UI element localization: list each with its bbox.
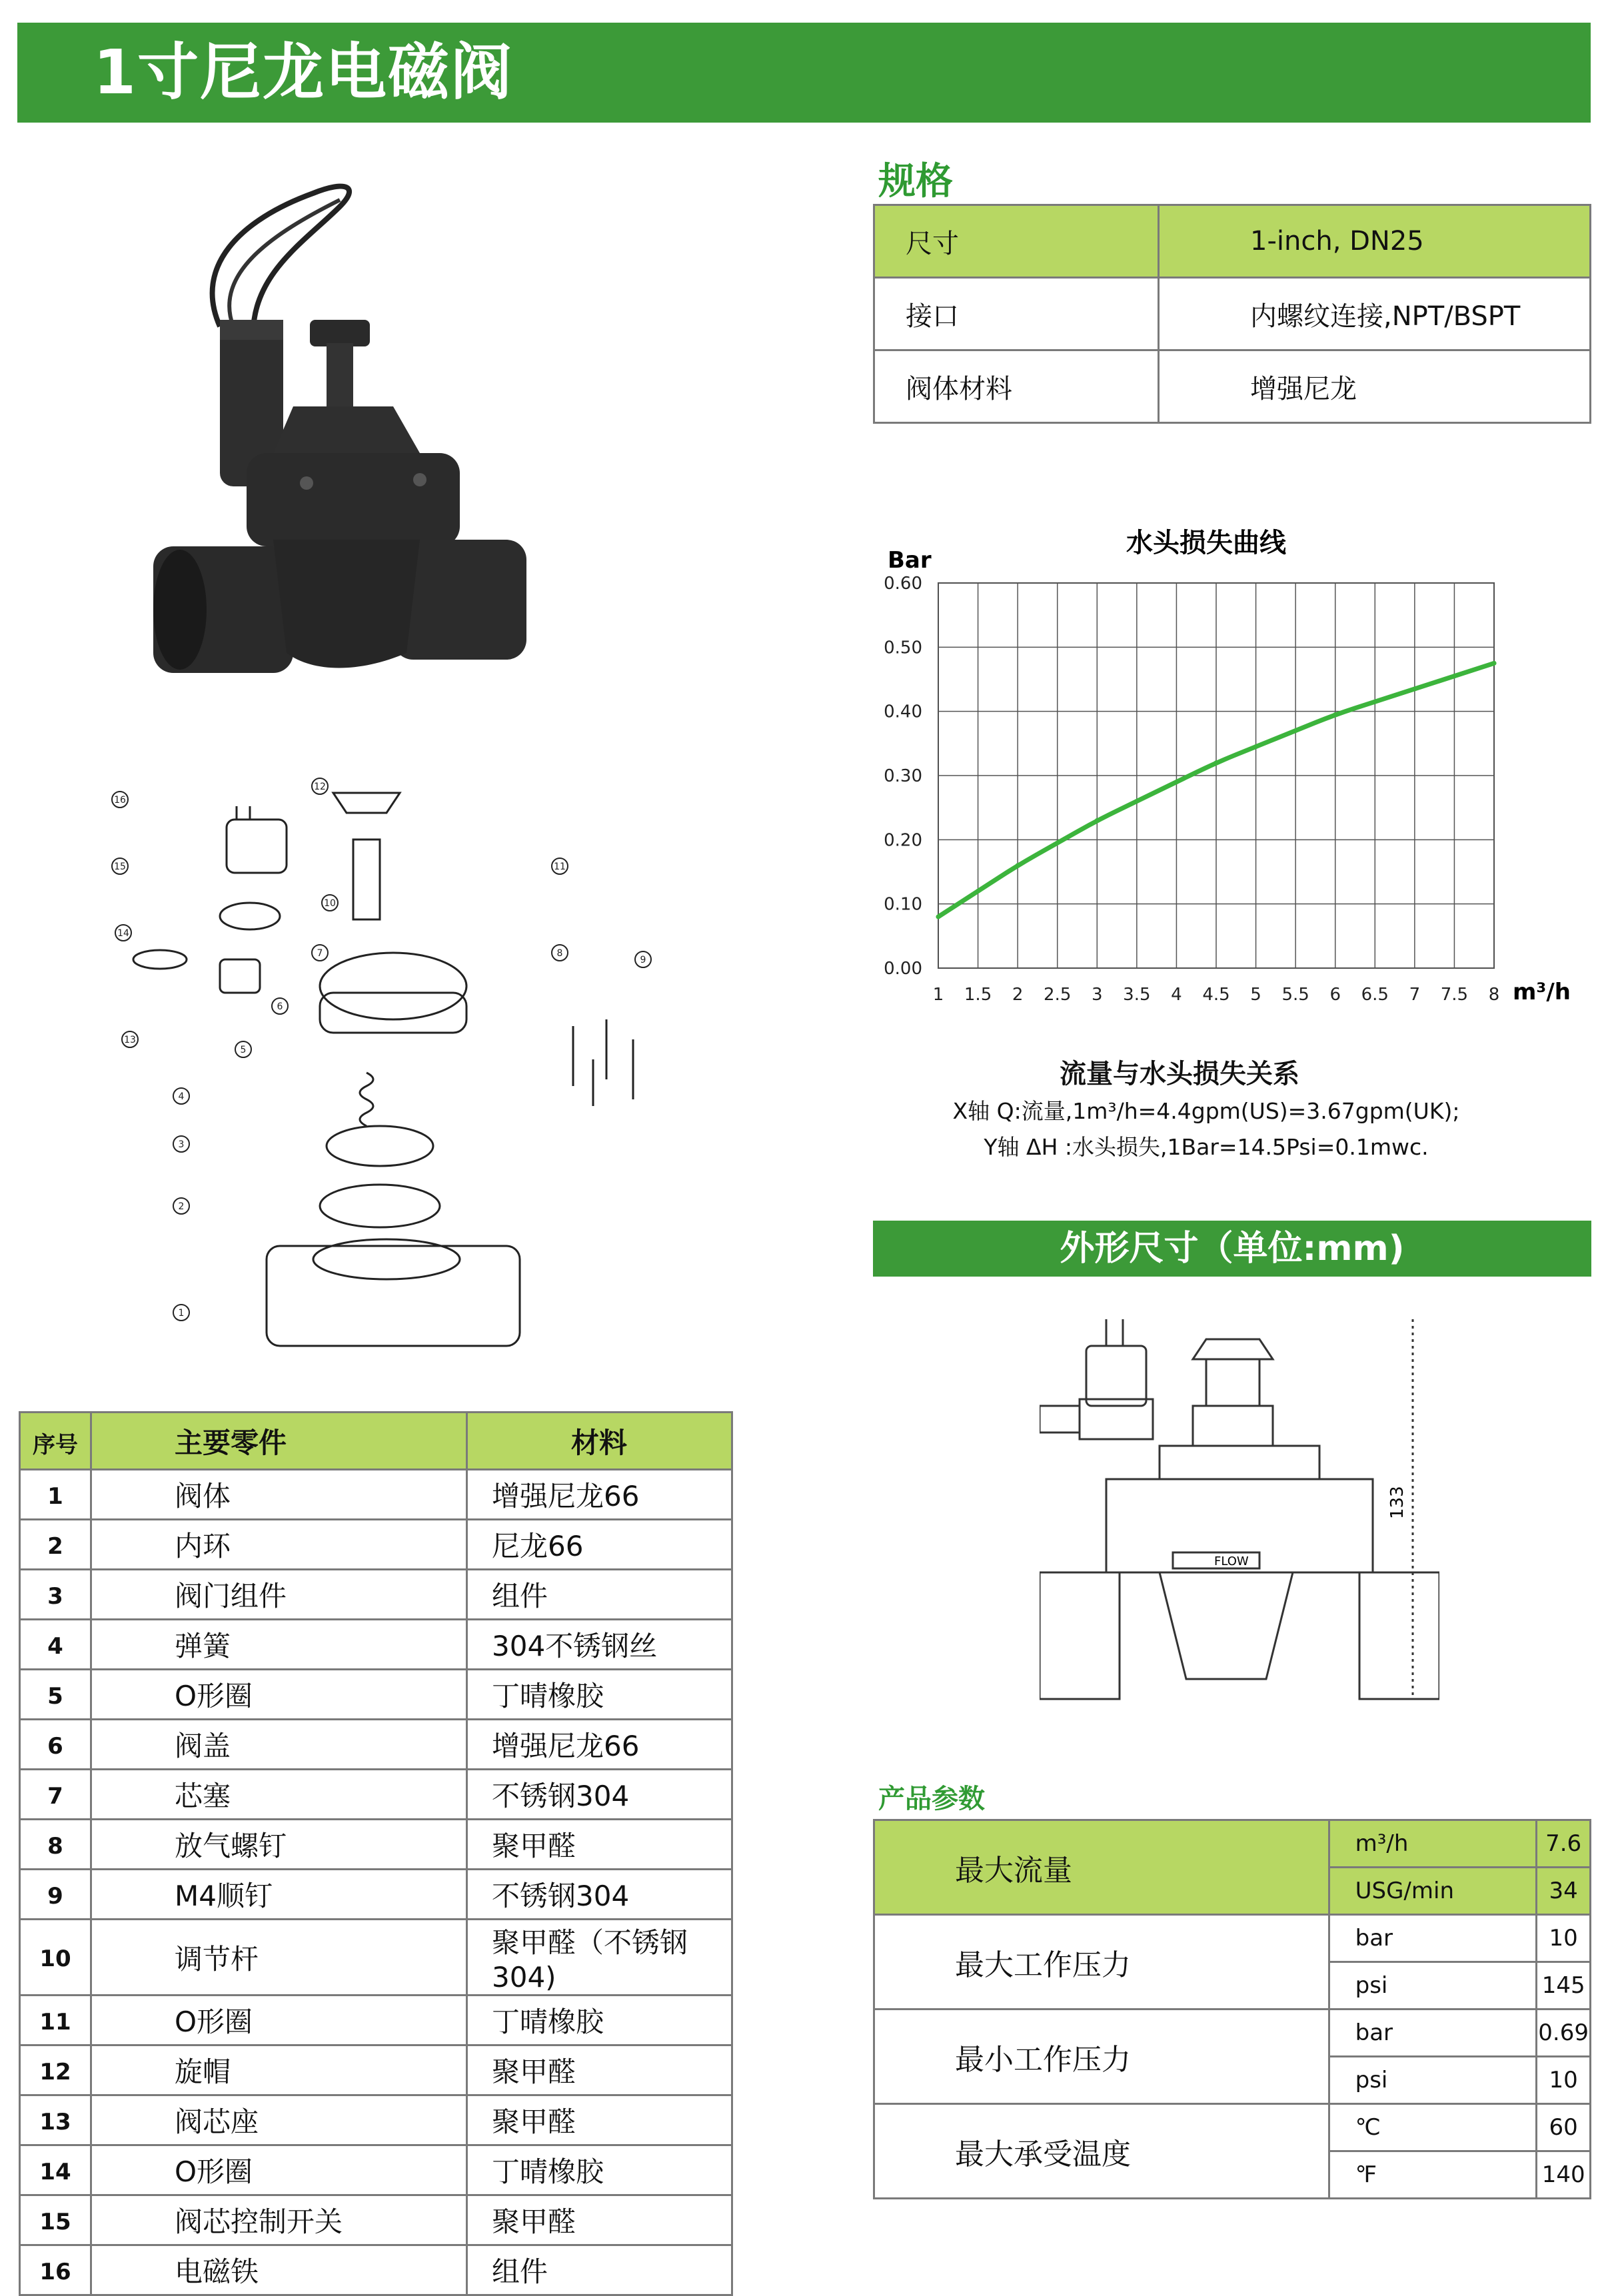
part-number: 13	[20, 2095, 91, 2145]
param-value: 0.69	[1537, 2009, 1591, 2057]
part-name: O形圈	[91, 1670, 467, 1720]
callout-8	[552, 945, 568, 961]
x-tick-label: 2.5	[1044, 985, 1072, 1005]
data-point	[1492, 661, 1497, 666]
spec-label: 接口	[874, 278, 1159, 350]
part-material: 不锈钢304	[467, 1870, 732, 1920]
x-tick-label: 6.5	[1361, 985, 1389, 1005]
x-tick-label: 7.5	[1440, 985, 1469, 1005]
y-tick-label: 0.40	[884, 702, 922, 722]
callout-12	[312, 778, 328, 794]
y-tick-label: 0.00	[884, 959, 922, 979]
callout-4	[173, 1088, 189, 1104]
y-tick-label: 0.10	[884, 894, 922, 915]
part-number: 1	[20, 1470, 91, 1520]
callout-5	[235, 1041, 251, 1057]
param-value: 34	[1537, 1868, 1591, 1915]
spec-value: 内螺纹连接,NPT/BSPT	[1159, 278, 1591, 350]
svg-text:14: 14	[117, 928, 129, 939]
spec-value: 增强尼龙	[1159, 350, 1591, 423]
part-number: 15	[20, 2195, 91, 2245]
table-row	[20, 1470, 732, 1520]
callout-14	[115, 925, 131, 941]
part-name: 弹簧	[91, 1620, 467, 1670]
y-tick-label: 0.50	[884, 638, 922, 658]
chart-caption-title: 流量与水头损失关系	[1060, 1059, 1299, 1089]
callout-6	[272, 998, 288, 1014]
chart-title: 水头损失曲线	[1126, 528, 1286, 558]
x-tick-label: 3.5	[1123, 985, 1151, 1005]
data-point	[936, 914, 941, 919]
param-unit: m³/h	[1329, 1820, 1537, 1868]
part-name: 旋帽	[91, 2045, 467, 2095]
height-dimension-label: 133	[1387, 1486, 1407, 1519]
part-name: 阀体	[91, 1470, 467, 1520]
callout-2	[173, 1198, 189, 1214]
data-point	[1373, 700, 1377, 704]
param-value: 145	[1537, 1962, 1591, 2009]
param-row	[874, 1820, 1591, 1868]
x-tick-label: 5.5	[1281, 985, 1309, 1005]
part-number: 2	[20, 1520, 91, 1570]
part-material: 增强尼龙66	[467, 1720, 732, 1770]
param-unit: bar	[1329, 1915, 1537, 1962]
part-number: 9	[20, 1870, 91, 1920]
part-material: 增强尼龙66	[467, 1470, 732, 1520]
svg-text:15: 15	[114, 861, 126, 872]
svg-text:1: 1	[178, 1308, 185, 1319]
callout-1	[173, 1305, 189, 1321]
params-table	[873, 1819, 1591, 2199]
chart-caption-x-note: X轴 Q:流量,1m³/h=4.4gpm(US)=3.67gpm(UK);	[952, 1098, 1460, 1124]
callout-16	[112, 792, 128, 808]
svg-text:10: 10	[324, 898, 336, 909]
callout-10	[322, 895, 338, 911]
svg-text:4: 4	[178, 1091, 185, 1102]
flow-label: FLOW	[1214, 1554, 1249, 1568]
svg-text:9: 9	[640, 955, 646, 965]
callout-13	[122, 1031, 138, 1047]
data-point	[1095, 818, 1100, 823]
table-row	[20, 1720, 732, 1770]
spec-table	[873, 204, 1591, 424]
table-row	[20, 2145, 732, 2195]
part-name: 内环	[91, 1520, 467, 1570]
x-axis-label: m³/h	[1513, 979, 1571, 1005]
param-unit: ℉	[1329, 2151, 1537, 2199]
part-name: 电磁铁	[91, 2245, 467, 2295]
table-row	[20, 1996, 732, 2045]
table-row	[20, 2045, 732, 2095]
table-row	[20, 1620, 732, 1670]
callout-3	[173, 1136, 189, 1152]
part-material: 聚甲醛	[467, 2195, 732, 2245]
part-name: 放气螺钉	[91, 1820, 467, 1870]
table-row	[20, 1820, 732, 1870]
part-name: O形圈	[91, 2145, 467, 2195]
part-number: 14	[20, 2145, 91, 2195]
parts-header-row	[20, 1413, 732, 1470]
y-tick-label: 0.30	[884, 766, 922, 786]
data-point	[1016, 863, 1020, 867]
svg-text:6: 6	[277, 1001, 283, 1012]
param-name: 最大承受温度	[874, 2104, 1329, 2199]
table-row	[20, 2195, 732, 2245]
table-row	[20, 1770, 732, 1820]
x-tick-label: 2	[1012, 985, 1024, 1005]
spec-label: 阀体材料	[874, 350, 1159, 423]
table-row	[20, 1570, 732, 1620]
part-name: 阀盖	[91, 1720, 467, 1770]
data-point	[1293, 728, 1298, 733]
page-title: 1寸尼龙电磁阀	[93, 37, 514, 108]
y-axis-label: Bar	[888, 547, 932, 574]
x-tick-label: 1.5	[964, 985, 992, 1005]
data-point	[1214, 760, 1219, 765]
part-name: O形圈	[91, 1996, 467, 2045]
param-value: 10	[1537, 2057, 1591, 2104]
part-name: 调节杆	[91, 1920, 467, 1996]
part-number: 10	[20, 1920, 91, 1996]
part-material: 聚甲醛	[467, 2095, 732, 2145]
head-loss-chart	[866, 520, 1599, 1026]
part-name: 芯塞	[91, 1770, 467, 1820]
param-value: 140	[1537, 2151, 1591, 2199]
table-row	[20, 1920, 732, 1996]
data-point	[976, 889, 980, 893]
y-tick-label: 0.60	[884, 574, 922, 594]
x-tick-label: 5	[1250, 985, 1261, 1005]
part-material: 丁晴橡胶	[467, 1996, 732, 2045]
parts-table	[19, 1411, 733, 2296]
part-number: 12	[20, 2045, 91, 2095]
param-name: 最大工作压力	[874, 1915, 1329, 2009]
param-value: 10	[1537, 1915, 1591, 1962]
part-number: 6	[20, 1720, 91, 1770]
header-material: 材料	[467, 1413, 732, 1470]
x-tick-label: 8	[1488, 985, 1500, 1005]
param-name: 最大流量	[874, 1820, 1329, 1915]
x-tick-label: 3	[1092, 985, 1103, 1005]
part-material: 聚甲醛	[467, 2045, 732, 2095]
part-number: 3	[20, 1570, 91, 1620]
table-row	[20, 1870, 732, 1920]
param-unit: bar	[1329, 2009, 1537, 2057]
x-tick-label: 1	[932, 985, 944, 1005]
table-row	[20, 2245, 732, 2295]
callout-7	[312, 945, 328, 961]
param-unit: psi	[1329, 2057, 1537, 2104]
svg-text:13: 13	[124, 1035, 136, 1045]
exploded-view	[100, 766, 700, 1379]
part-name: 阀门组件	[91, 1570, 467, 1620]
svg-text:5: 5	[240, 1045, 247, 1055]
svg-text:12: 12	[314, 782, 326, 792]
param-row	[874, 2009, 1591, 2057]
spec-row	[874, 278, 1591, 350]
params-heading: 产品参数	[878, 1784, 985, 1814]
svg-text:8: 8	[556, 948, 563, 959]
svg-text:11: 11	[554, 861, 566, 872]
table-row	[20, 1520, 732, 1570]
product-photo	[140, 167, 540, 753]
part-material: 丁晴橡胶	[467, 2145, 732, 2195]
header-part: 主要零件	[91, 1413, 467, 1470]
part-name: 阀芯控制开关	[91, 2195, 467, 2245]
x-tick-label: 4	[1171, 985, 1182, 1005]
part-material: 尼龙66	[467, 1520, 732, 1570]
part-name: 阀芯座	[91, 2095, 467, 2145]
data-point	[1412, 686, 1417, 691]
spec-value: 1-inch, DN25	[1159, 205, 1591, 278]
dimension-drawing	[1040, 1306, 1439, 1712]
part-number: 16	[20, 2245, 91, 2295]
part-number: 8	[20, 1820, 91, 1870]
callout-15	[112, 858, 128, 874]
spec-row	[874, 350, 1591, 423]
svg-text:16: 16	[114, 795, 126, 806]
data-point	[1253, 744, 1258, 749]
part-material: 304不锈钢丝	[467, 1620, 732, 1670]
part-material: 不锈钢304	[467, 1770, 732, 1820]
chart-caption-y-note: Y轴 ΔH :水头损失,1Bar=14.5Psi=0.1mwc.	[984, 1134, 1429, 1160]
param-unit: USG/min	[1329, 1868, 1537, 1915]
header-no: 序号	[20, 1413, 91, 1470]
part-material: 丁晴橡胶	[467, 1670, 732, 1720]
param-name: 最小工作压力	[874, 2009, 1329, 2104]
param-unit: ℃	[1329, 2104, 1537, 2151]
svg-text:3: 3	[178, 1139, 185, 1150]
dimensions-title: 外形尺寸（单位:mm)	[1060, 1229, 1405, 1269]
part-number: 4	[20, 1620, 91, 1670]
callout-11	[552, 858, 568, 874]
x-tick-label: 6	[1329, 985, 1341, 1005]
spec-label: 尺寸	[874, 205, 1159, 278]
data-point	[1452, 674, 1457, 678]
data-point	[1055, 841, 1060, 846]
spec-row	[874, 205, 1591, 278]
data-point	[1174, 780, 1179, 784]
table-row	[20, 1670, 732, 1720]
chart-grid	[938, 583, 1494, 968]
part-number: 7	[20, 1770, 91, 1820]
param-row	[874, 2104, 1591, 2151]
param-value: 7.6	[1537, 1820, 1591, 1868]
callout-9	[635, 951, 651, 967]
part-material: 组件	[467, 2245, 732, 2295]
param-row	[874, 1915, 1591, 1962]
part-material: 组件	[467, 1570, 732, 1620]
x-tick-label: 7	[1409, 985, 1421, 1005]
svg-text:7: 7	[317, 948, 323, 959]
table-row	[20, 2095, 732, 2145]
data-point	[1333, 712, 1337, 717]
spec-heading: 规格	[878, 160, 953, 203]
part-name: M4顺钉	[91, 1870, 467, 1920]
chart-ticks	[884, 574, 1499, 1005]
part-material: 聚甲醛（不锈钢304)	[467, 1920, 732, 1996]
part-number: 11	[20, 1996, 91, 2045]
part-number: 5	[20, 1670, 91, 1720]
param-value: 60	[1537, 2104, 1591, 2151]
svg-text:2: 2	[178, 1201, 185, 1212]
param-unit: psi	[1329, 1962, 1537, 2009]
y-tick-label: 0.20	[884, 830, 922, 851]
data-point	[1134, 799, 1139, 804]
x-tick-label: 4.5	[1202, 985, 1230, 1005]
part-material: 聚甲醛	[467, 1820, 732, 1870]
